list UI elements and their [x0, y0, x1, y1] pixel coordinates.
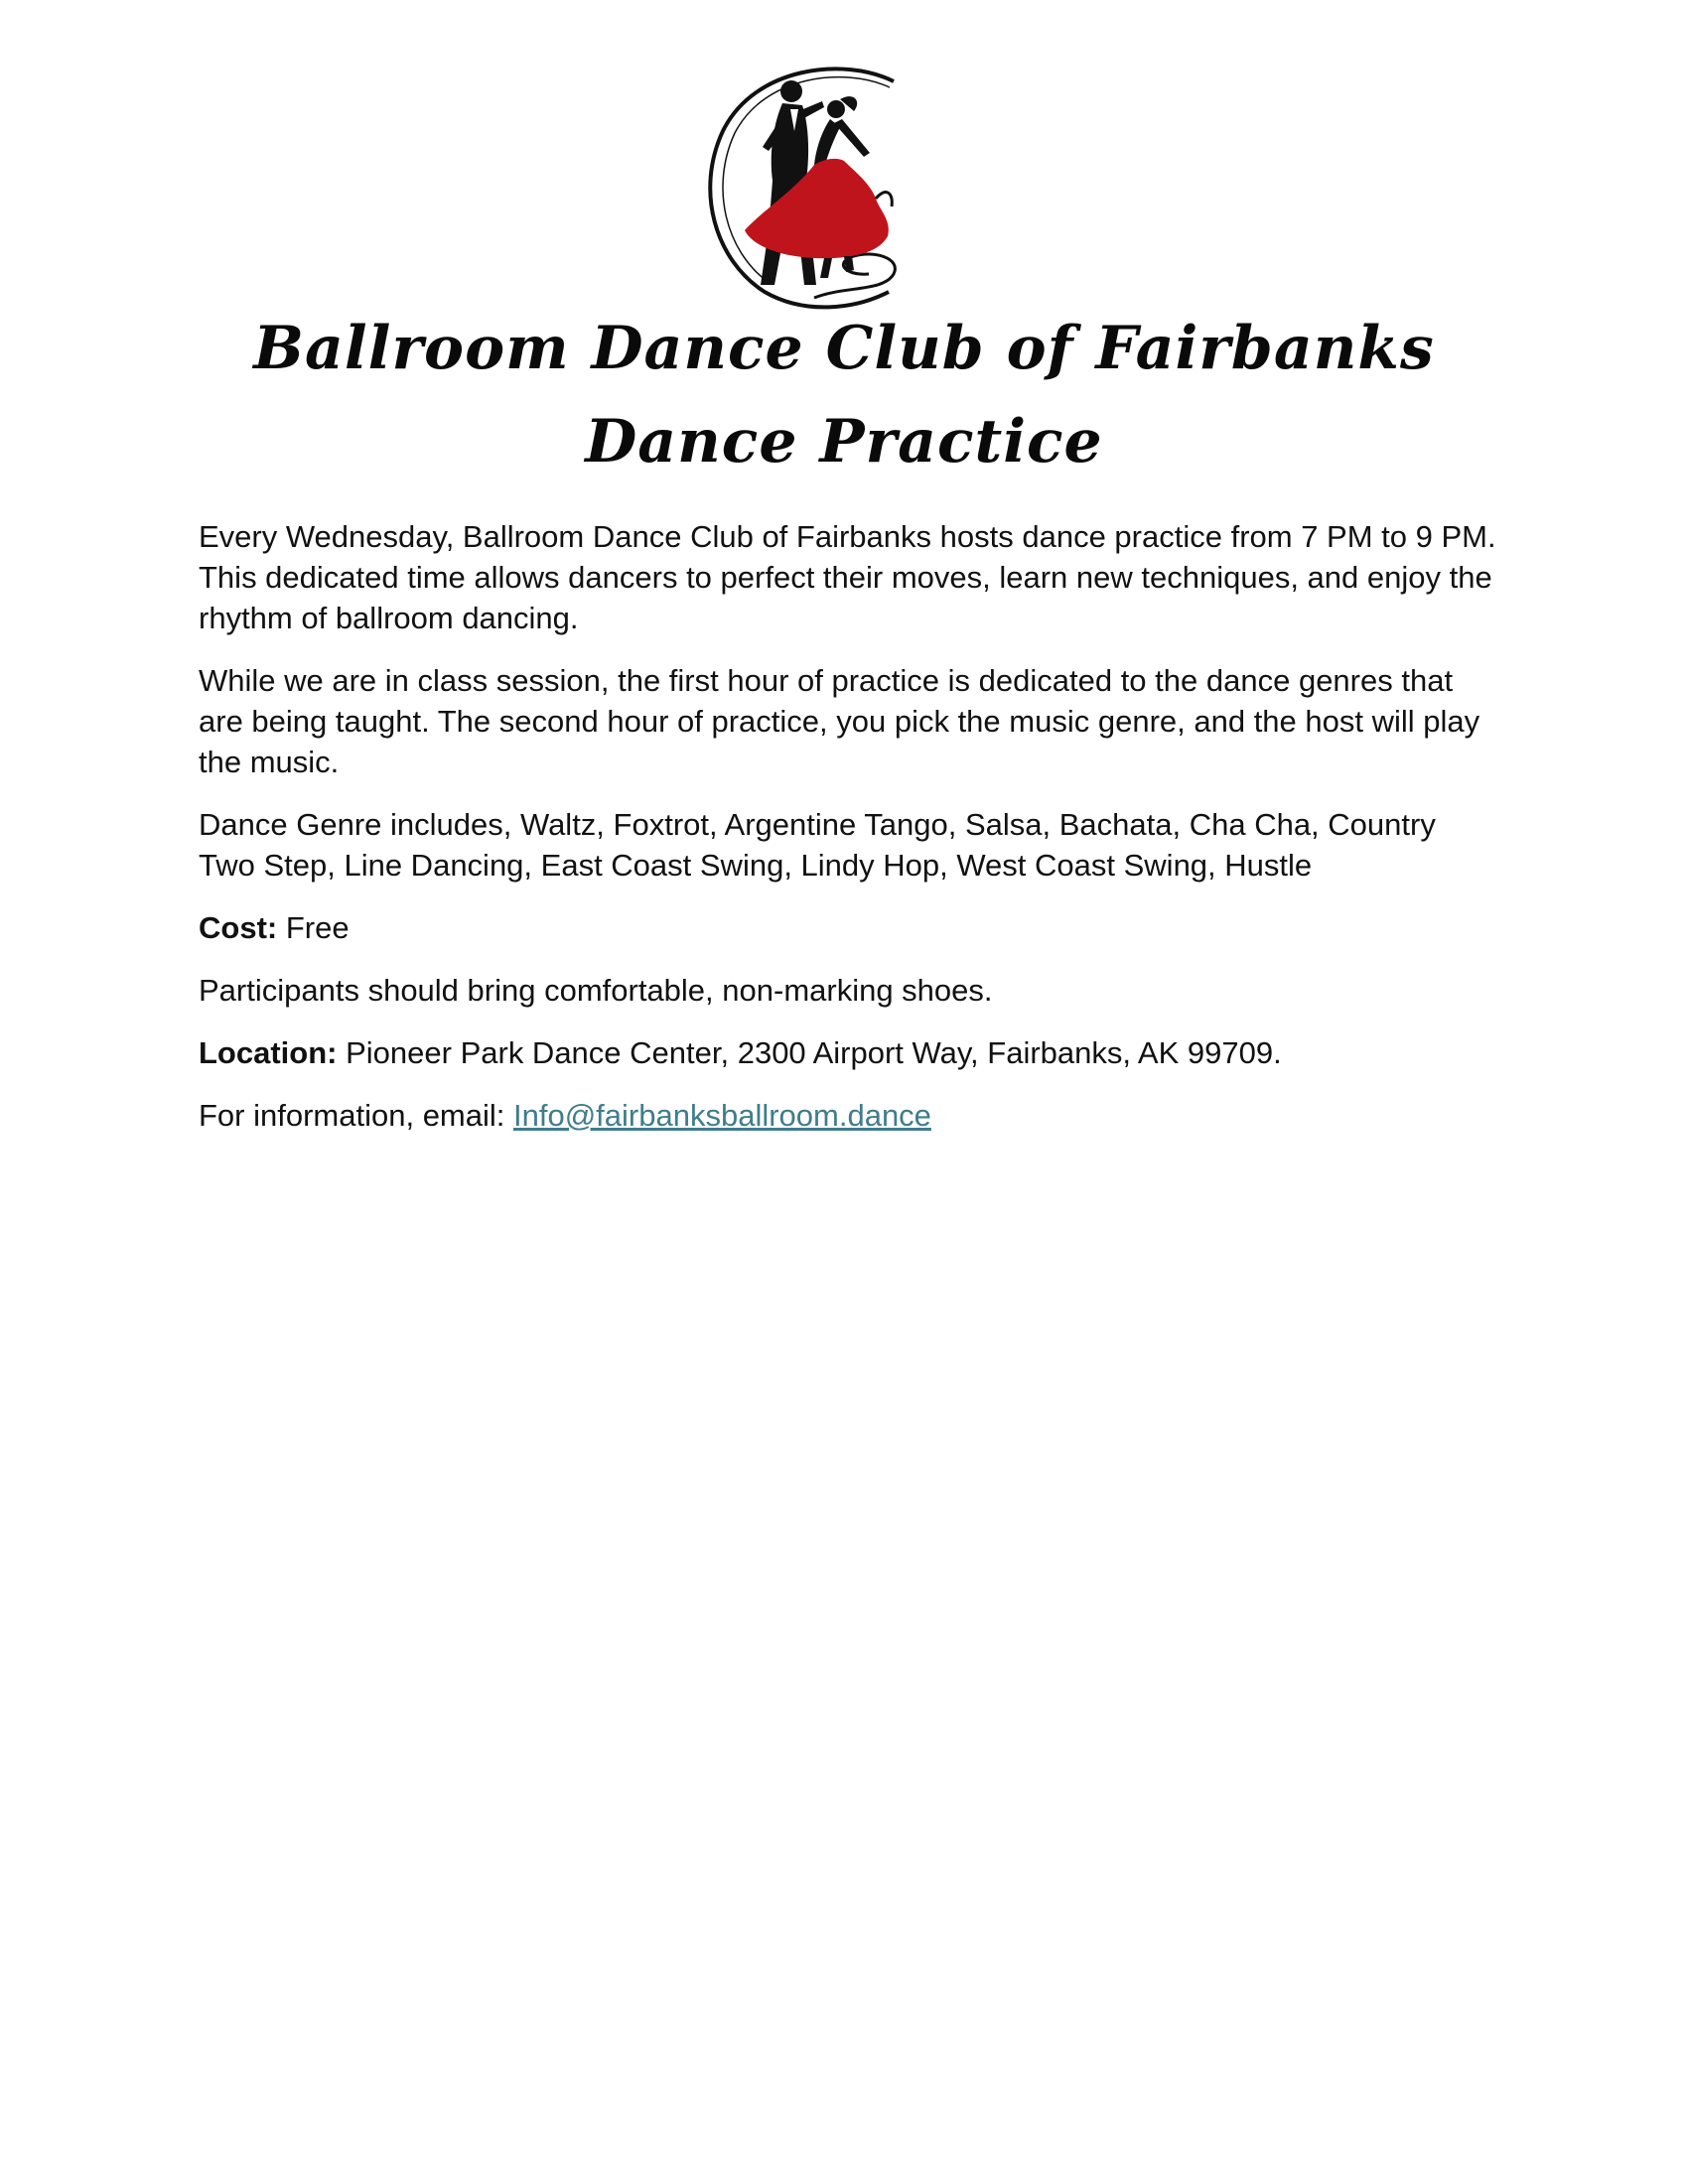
schedule-paragraph: Every Wednesday, Ballroom Dance Club of Fairbanks hosts dance practice from 7 PM to 9 PM. This dedicated time allows dancers to perfect their moves, learn new techniques, and enjoy the rhythm of ballroom dancing. [199, 519, 1496, 635]
shoes-paragraph: Participants should bring comfortable, non-marking shoes. [199, 973, 993, 1008]
location-label: Location: [199, 1035, 338, 1070]
ballroom-dancers-logo-icon [695, 62, 912, 312]
flyer-body [199, 516, 1499, 1158]
cost-line [199, 907, 1499, 948]
contact-prefix: For information, email: [199, 1098, 513, 1133]
cost-value: Free [277, 910, 350, 945]
cost-label: Cost: [199, 910, 278, 945]
dance-genres-paragraph: Dance Genre includes, Waltz, Foxtrot, Argentine Tango, Salsa, Bachata, Cha Cha, Country Two Step, Line Dancing, East Coast Swing, Lindy Hop, West Coast Swing, Hustle [199, 807, 1436, 883]
page-subtitle: Dance Practice [585, 407, 1103, 477]
page-title: Ballroom Dance Club of Fairbanks [253, 314, 1435, 383]
practice-format-paragraph: While we are in class session, the first hour of practice is dedicated to the dance genres that are being taught. The second hour of practice, you pick the music genre, and the host will play the music. [199, 663, 1480, 779]
contact-line [199, 1095, 1499, 1136]
location-value: Pioneer Park Dance Center, 2300 Airport Way, Fairbanks, AK 99709. [337, 1035, 1282, 1070]
email-link[interactable]: Info@fairbanksballroom.dance [513, 1098, 931, 1133]
location-line [199, 1032, 1499, 1073]
